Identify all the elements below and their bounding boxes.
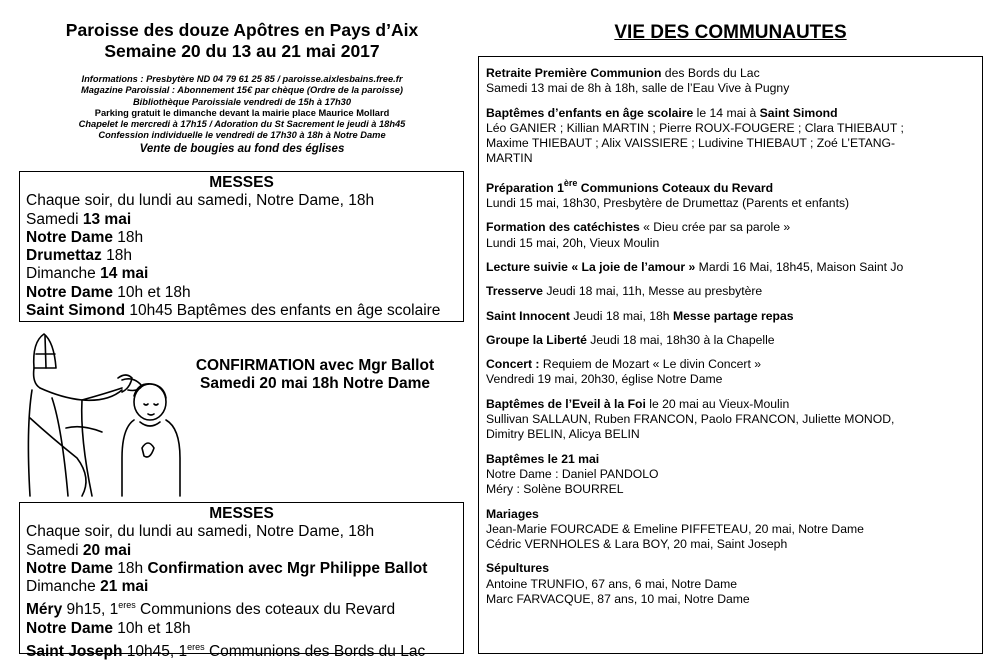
mass-line: Chaque soir, du lundi au samedi, Notre Dame, 18h — [26, 192, 375, 210]
mass-line: Drumettaz 18h — [26, 247, 132, 265]
event-entry: Tresserve Jeudi 18 mai, 11h, Messe au presbytère — [486, 284, 763, 299]
confirmation-notice — [175, 357, 455, 393]
info-line: Informations : Presbytère ND 04 79 61 25 85 / paroisse.aixlesbains.free.fr — [81, 74, 403, 84]
mass-line: Chaque soir, du lundi au samedi, Notre Dame, 18h — [26, 523, 375, 541]
mass-line: Samedi 13 mai — [26, 210, 132, 228]
confirmation-illustration — [22, 328, 182, 498]
info-block — [22, 74, 462, 156]
confirmation-line: CONFIRMATION avec Mgr Ballot — [195, 357, 435, 374]
info-line: Chapelet le mercredi à 17h15 / Adoration du St Sacrement le jeudi à 18h45 — [78, 119, 406, 130]
event-entry: Baptêmes le 21 mai Notre Dame : Daniel PANDOLO Méry : Solène BOURREL — [486, 451, 659, 497]
event-entry: Retraite Première Communion des Bords du Lac Samedi 13 mai de 8h à 18h, salle de l’Eau Vive à Pugny — [486, 66, 790, 96]
event-entry: Mariages Jean-Marie FOURCADE & Emeline PIFFETEAU, 20 mai, Notre Dame Cédric VERNHOLES & Lara BOY, 20 mai, Saint Joseph — [486, 506, 864, 552]
event-entry: Préparation 1ère Communions Coteaux du Revard Lundi 15 mai, 18h30, Presbytère de Drumettaz (Parents et enfants) — [486, 177, 850, 211]
event-entry: Groupe la Liberté Jeudi 18 mai, 18h30 à la Chapelle — [486, 332, 775, 347]
mass-line: Samedi 20 mai — [26, 541, 132, 559]
mass-line: Dimanche 14 mai — [26, 265, 149, 283]
event-entry: Baptêmes de l’Eveil à la Foi le 20 mai au Vieux-Moulin Sullivan SALLAUN, Ruben FRANCON, Paolo FRANCON, Juliette MONOD, Dimitry BELIN, Alicya BELIN — [486, 396, 895, 442]
mass-line: Notre Dame 18h Confirmation avec Mgr Philippe Ballot — [26, 559, 428, 577]
info-line: Vente de bougies au fond des églises — [139, 142, 345, 155]
parish-title: Paroisse des douze Apôtres en Pays d’Aix — [65, 20, 419, 40]
communities-box — [478, 56, 983, 654]
mass-line: Notre Dame 10h et 18h — [26, 283, 191, 301]
messes-title: MESSES — [209, 505, 274, 522]
info-line: Parking gratuit le dimanche devant la mairie place Maurice Mollard — [94, 107, 390, 118]
week-title: Semaine 20 du 13 au 21 mai 2017 — [104, 41, 380, 61]
event-entry: Lecture suivie « La joie de l’amour » Mardi 16 Mai, 18h45, Maison Saint Jo — [486, 259, 904, 274]
confirmation-date: Samedi 20 mai 18h Notre Dame — [199, 375, 431, 392]
mass-line: Notre Dame 10h et 18h — [26, 619, 191, 637]
info-line: Confession individuelle le vendredi de 17h30 à 18h à Notre Dame — [98, 130, 386, 141]
mass-line: Saint Joseph 10h45, $1^{eres}$ Communions des Bords du Lac — [26, 642, 426, 661]
event-entry: Concert : Requiem de Mozart « Le divin Concert » Vendredi 19 mai, 20h30, église Notre Dame — [486, 357, 762, 387]
mass-line: Dimanche 21 mai — [26, 578, 149, 596]
event-entry: Baptêmes d’enfants en âge scolaire le 14 mai à Saint Simond Léo GANIER ; Killian MARTIN ; Pierre ROUX-FOUGERE ; Clara THIEBAUT ; Maxime THIEBAUT ; Alix VAISSIERE ; Ludivine THIEBAUT ; Zoé L’ETANG- MARTIN — [486, 105, 904, 166]
event-entry: Sépultures Antoine TRUNFIO, 67 ans, 6 mai, Notre Dame Marc FARVACQUE, 87 ans, 10 mai, Notre Dame — [486, 561, 750, 607]
page-header — [22, 20, 462, 62]
info-line: Magazine Paroissial : Abonnement 15€ par chèque (Ordre de la paroisse) — [80, 85, 404, 96]
messes-box-week2 — [19, 502, 464, 661]
communities-title: VIE DES COMMUNAUTES — [614, 22, 847, 43]
mass-line: Notre Dame 18h — [26, 228, 144, 246]
event-entry: Saint Innocent Jeudi 18 mai, 18h Messe partage repas — [486, 308, 794, 323]
mass-line: Méry 9h15, $1^{eres}$ Communions des coteaux du Revard — [26, 600, 396, 619]
event-entry: Formation des catéchistes « Dieu crée par sa parole » Lundi 15 mai, 20h, Vieux Moulin — [486, 220, 791, 250]
messes-box-week1 — [19, 171, 464, 322]
info-line: Bibliothèque Paroissiale vendredi de 15h à 17h30 — [132, 96, 352, 107]
mass-line: Saint Simond 10h45 Baptêmes des enfants en âge scolaire — [26, 302, 441, 320]
messes-title: MESSES — [209, 174, 274, 191]
